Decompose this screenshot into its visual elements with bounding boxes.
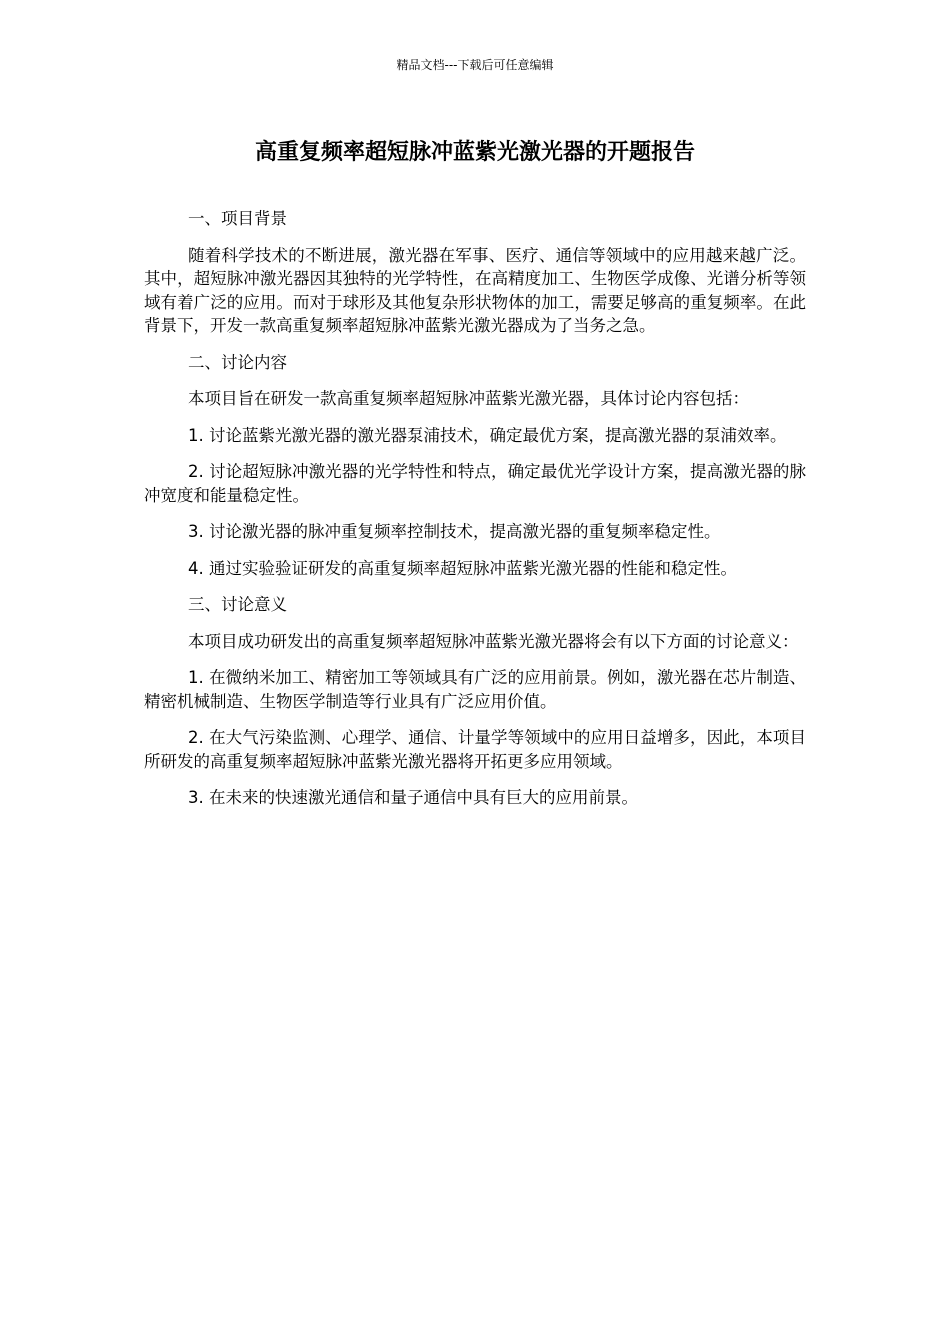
- paragraph-content-intro: 本项目旨在研发一款高重复频率超短脉冲蓝紫光激光器，具体讨论内容包括：: [188, 389, 749, 408]
- list-item-significance-1: 1. 在微纳米加工、精密加工等领域具有广泛的应用前景。例如，激光器在芯片制造、精密机械制造、生物医学制造等行业具有广泛应用价值。: [144, 668, 806, 711]
- section-heading-background: 一、项目背景: [188, 209, 287, 228]
- section-heading-significance: 三、讨论意义: [188, 595, 287, 614]
- paragraph-significance-intro: 本项目成功研发出的高重复频率超短脉冲蓝紫光激光器将会有以下方面的讨论意义：: [188, 631, 799, 651]
- document-title: 高重复频率超短脉冲蓝紫光激光器的开题报告: [254, 140, 695, 165]
- list-item-significance-3: 3. 在未来的快速激光通信和量子通信中具有巨大的应用前景。: [188, 788, 638, 807]
- section-heading-content: 二、讨论内容: [188, 352, 287, 372]
- paragraph-background: 随着科学技术的不断进展，激光器在军事、医疗、通信等领域中的应用越来越广泛。其中，超短脉冲激光器因其独特的光学特性，在高精度加工、生物医学成像、光谱分析等领域有着广泛的应用。而对于球形及其他复杂形状物体的加工，需要足够高的重复频率。在此背景下，开发一款高重复频率超短脉冲蓝紫光激光器成为了当务之急。: [144, 245, 806, 335]
- document-body: [144, 207, 806, 823]
- list-item-content-2: 2. 讨论超短脉冲激光器的光学特性和特点，确定最优光学设计方案，提高激光器的脉冲宽度和能量稳定性。: [144, 462, 806, 505]
- list-item-content-3: 3. 讨论激光器的脉冲重复频率控制技术，提高激光器的重复频率稳定性。: [188, 522, 721, 541]
- list-item-content-1: 1. 讨论蓝紫光激光器的激光器泵浦技术，确定最优方案，提高激光器的泵浦效率。: [188, 425, 787, 445]
- list-item-significance-2: 2. 在大气污染监测、心理学、通信、计量学等领域中的应用日益增多，因此，本项目所研发的高重复频率超短脉冲蓝紫光激光器将开拓更多应用领域。: [144, 728, 806, 771]
- page-header-note: 精品文档---下载后可任意编辑: [396, 58, 554, 72]
- list-item-content-4: 4. 通过实验验证研发的高重复频率超短脉冲蓝紫光激光器的性能和稳定性。: [188, 558, 737, 578]
